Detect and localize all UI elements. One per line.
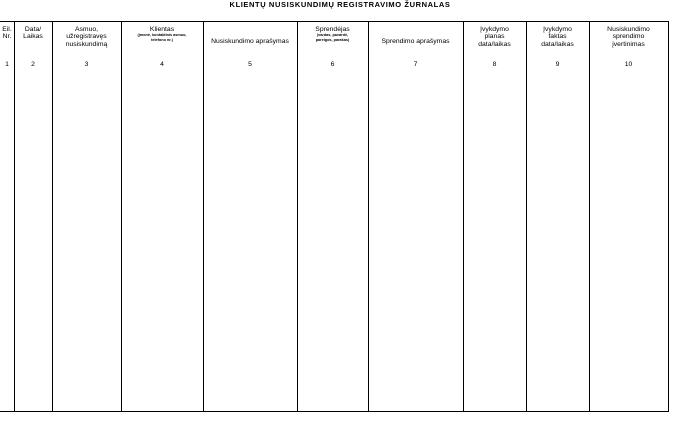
column-border <box>668 21 669 411</box>
column-border <box>589 21 590 411</box>
column-header-note-6: (vardas, pavardė, pareigos, parašas) <box>315 33 350 42</box>
column-border <box>526 21 527 411</box>
column-border <box>368 21 369 411</box>
column-border <box>297 21 298 411</box>
column-border <box>52 21 53 411</box>
column-number-7: 7 <box>413 61 418 68</box>
column-number-4: 4 <box>160 61 164 68</box>
column-header-2: Data/ Laikas <box>23 26 43 41</box>
column-number-5: 5 <box>248 61 252 68</box>
column-header-3: Asmuo, užregistravęs nusiskundimą <box>65 26 108 48</box>
column-border <box>463 21 464 411</box>
column-border <box>14 21 15 411</box>
column-number-6: 6 <box>330 61 335 68</box>
column-number-8: 8 <box>492 61 497 68</box>
column-number-1: 1 <box>5 61 9 68</box>
table-bottom-border <box>0 411 669 412</box>
column-header-10: Nusiskundimo sprendimo įvertinimas <box>607 26 650 48</box>
column-header-5: Nusiskundimo aprašymas <box>211 38 289 45</box>
column-border <box>121 21 122 411</box>
table-top-border <box>0 21 669 22</box>
column-number-3: 3 <box>84 61 89 68</box>
column-header-4: Klientas (įmonė, kontaktinis asmuo, telefono nr.) <box>121 26 203 60</box>
column-number-2: 2 <box>31 61 35 68</box>
column-header-note-4: (įmonė, kontaktinis asmuo, telefono nr.) <box>137 33 187 42</box>
column-border <box>203 21 204 411</box>
column-header-7: Sprendimo aprašymas <box>381 38 450 45</box>
column-header-8: Įvykdymo planas data/laikas <box>478 26 511 48</box>
document-title: KLIENTŲ NUSISKUNDIMŲ REGISTRAVIMO ŽURNALAS <box>229 0 451 9</box>
column-number-10: 10 <box>624 61 633 68</box>
column-header-6: Sprendėjas (vardas, pavardė, pareigos, parašas) <box>297 26 368 60</box>
column-number-9: 9 <box>555 61 560 68</box>
column-header-9: Įvykdymo faktas data/laikas <box>541 26 574 48</box>
column-header-1: Eil. Nr. <box>2 26 12 41</box>
